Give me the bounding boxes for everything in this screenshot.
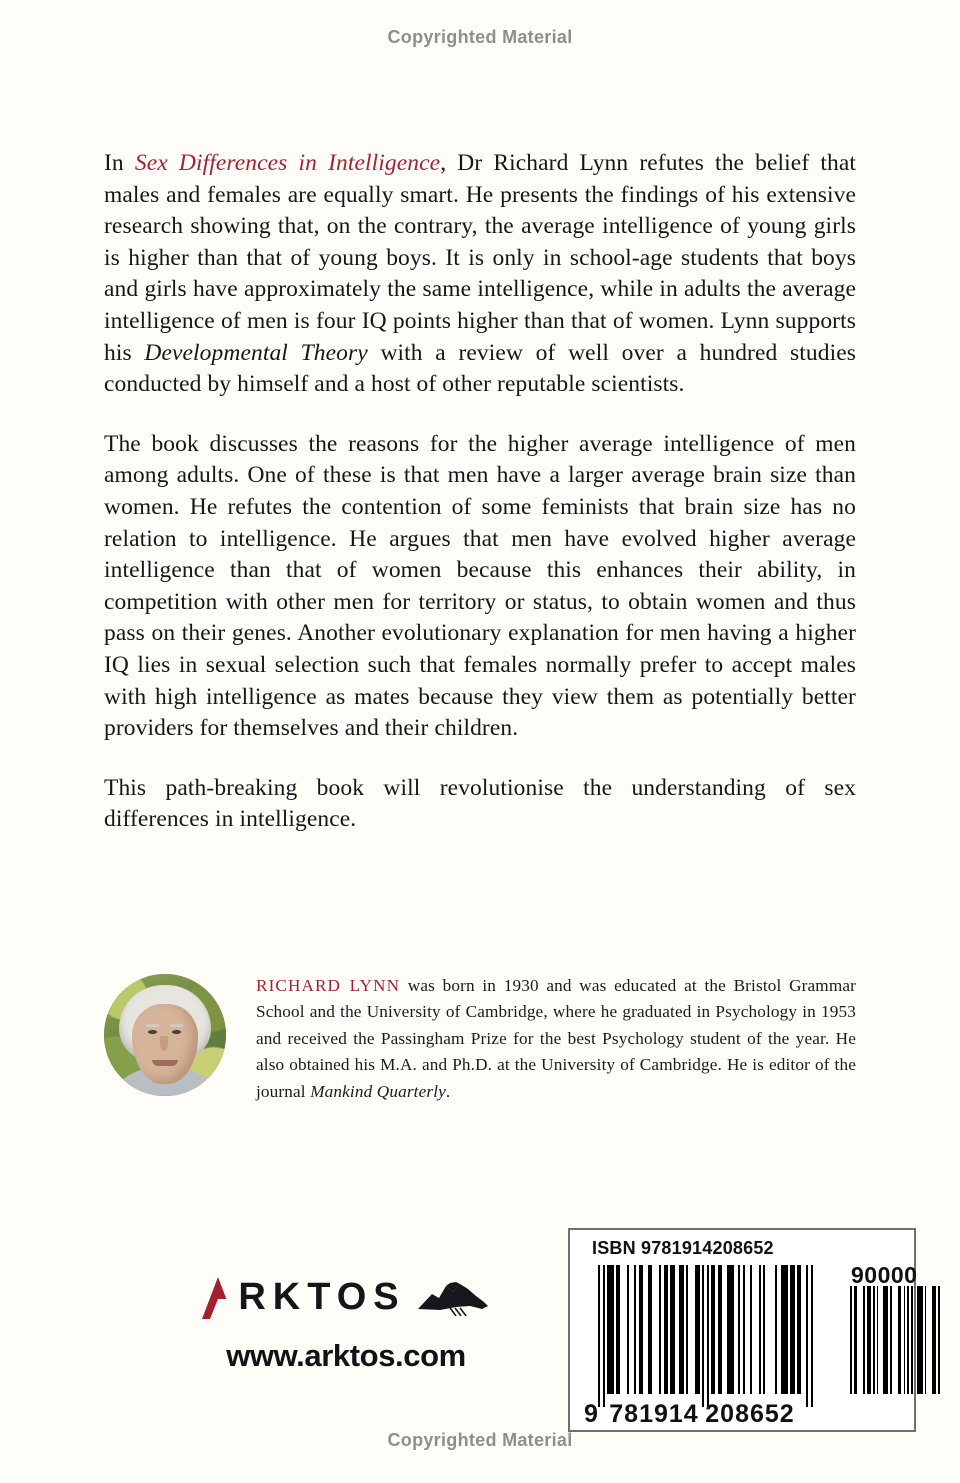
mountain-icon [416, 1276, 490, 1321]
blurb-text-block [104, 148, 856, 836]
author-bio-text [256, 962, 856, 1105]
author-portrait-photo [104, 974, 226, 1096]
blurb-paragraph-2: The book discusses the reasons for the higher average intelligence of men among adults. One of these is that men have a larger average brain size than women. He refutes the contention of some feminists that brain size has no relation to intelligence. He argues that men have evolved higher average intelligence than that of women because this enhances their ability, in competition with other men for territory or status, to obtain women and thus pass on their genes. Another evolutionary explanation for men having a higher IQ lies in sexual selection such that females normally prefer to accept males with high intelligence as mates because they view them as potentially better providers for themselves and their children. [104, 430, 856, 742]
addon-digits: 90000 [851, 1262, 918, 1288]
ean13-human-readable [584, 1400, 824, 1429]
photo-mouth [152, 1060, 178, 1066]
photo-brow-right [170, 1024, 183, 1027]
publisher-name: RKTOS [238, 1276, 406, 1318]
blurb-paragraph-1-part2: , Dr Richard Lynn refutes the belief that males and females are equally smart. He presents the findings of his extensive research showing that, on the contrary, the average intelligence of young girls is higher than that of young boys. It is only in school-age students that boys and girls have approximately the same intelligence, while in adults the average intelligence of men is four IQ points higher than that of women. Lynn supports his [104, 150, 856, 366]
photo-nose [160, 1036, 168, 1051]
author-bio-block [104, 962, 856, 1105]
ean-right-group: 208652 [705, 1400, 795, 1428]
blurb-paragraph-3: This path-breaking book will revolutionise the understanding of sex differences in intelligence. [104, 774, 856, 833]
ean5-addon-barcode [848, 1286, 940, 1394]
blurb-paragraph-1 [104, 148, 856, 401]
author-photo-wrapper [104, 962, 226, 1096]
ean-left-group: 781914 [609, 1400, 699, 1428]
author-name: RICHARD LYNN [256, 976, 401, 995]
blurb-paragraph-1-lead: In [104, 150, 135, 176]
developmental-theory-emphasis: Developmental Theory [144, 339, 368, 366]
publisher-logo-block[interactable] [196, 1270, 496, 1374]
author-bio-part-1: was born in 1930 and was educated at the Bristol Grammar School and the University of Cambridge, where he graduated in Psychology in 1953 and received the Passingham Prize for the best Psychology student of the year. He also obtained his M.A. and Ph.D. at the University of Cambridge. He is editor of the journal [256, 976, 856, 1101]
photo-eye-right [172, 1030, 181, 1034]
journal-name: Mankind Quarterly [310, 1081, 446, 1101]
blurb-paragraph-1-part3: with a review of well over a hundred studies conducted by himself and a host of other reputable scientists. [104, 339, 856, 398]
author-bio-part-2: . [445, 1081, 451, 1101]
book-title-emphasis: Sex Differences in Intelligence [134, 150, 441, 176]
barcode-block [568, 1228, 916, 1432]
ean13-barcode [598, 1265, 813, 1407]
publisher-logo-row [196, 1270, 496, 1326]
photo-eye-left [148, 1030, 157, 1034]
copyrighted-material-watermark-bottom: Copyrighted Material [387, 1430, 573, 1450]
copyrighted-material-watermark-top: Copyrighted Material [387, 27, 573, 47]
ean-lead-digit: 9 [584, 1400, 599, 1428]
publisher-url[interactable]: www.arktos.com [226, 1338, 466, 1373]
photo-brow-left [146, 1024, 159, 1027]
arktos-a-peak-icon [202, 1277, 234, 1319]
isbn-label: ISBN 9781914208652 [592, 1238, 774, 1258]
